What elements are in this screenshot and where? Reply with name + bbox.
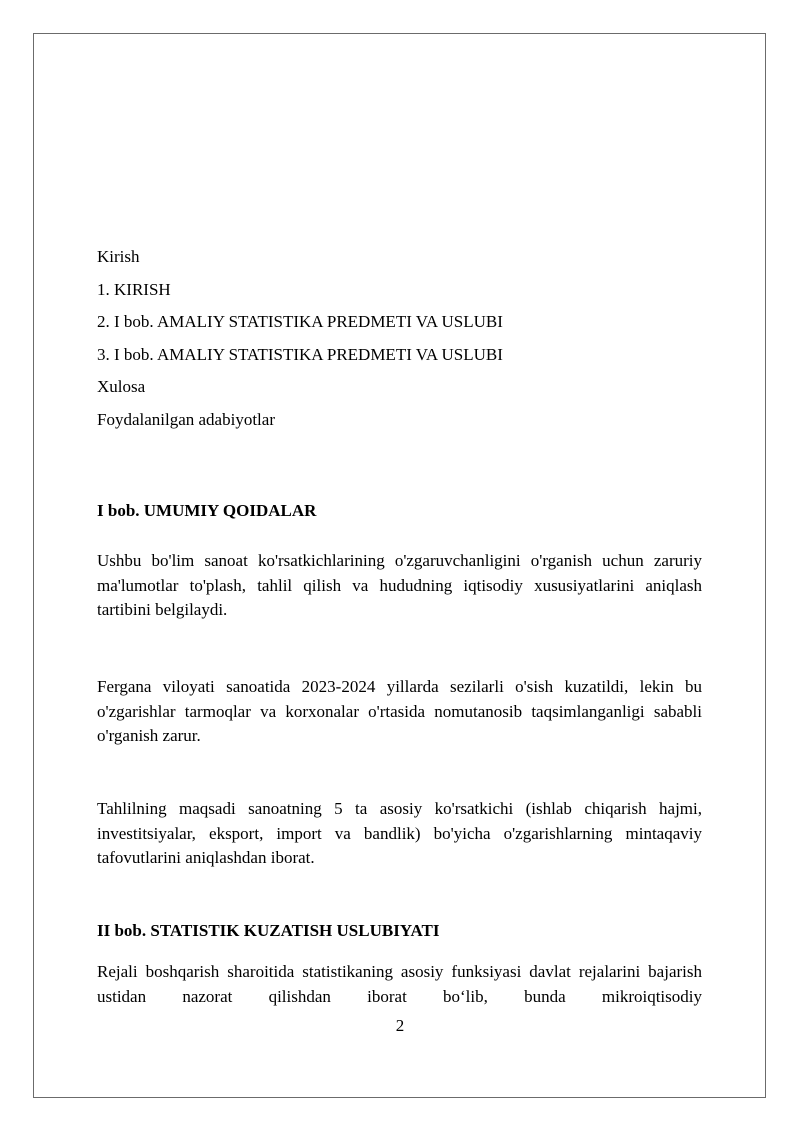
section-1-paragraph-3: Tahlilning maqsadi sanoatning 5 ta asosiy ko'rsatkichi (ishlab chiqarish hajmi, investitsiyalar, eksport, import va bandlik) bo'yicha o'zgarishlarning mintaqaviy tafovutlarini aniqlashdan iborat. [97, 799, 702, 867]
section-2-heading: II bob. STATISTIK KUZATISH USLUBIYATI [97, 921, 440, 940]
toc-item-conclusion: Xulosa [97, 377, 146, 396]
toc-item-3: 3. I bob. AMALIY STATISTIKA PREDMETI VA USLUBI [97, 344, 503, 364]
section-1-paragraph-2: Fergana viloyati sanoatida 2023-2024 yillarda sezilarli o'sish kuzatildi, lekin bu o'zgarishlar tarmoqlar va korxonalar o'rtasida nomutanosib taqsimlanganligi sababli o'rganish zarur. [97, 677, 702, 745]
toc-item-intro: Kirish [97, 247, 140, 266]
table-of-contents [97, 241, 707, 436]
section-2-paragraph-1: Rejali boshqarish sharoitida statistikaning asosiy funksiyasi davlat rejalarini bajarish ustidan nazorat qilishdan iborat bo‘lib, bunda mikroiqtisodiy [97, 962, 702, 1006]
section-1-heading: I bob. UMUMIY QOIDALAR [97, 501, 317, 520]
toc-item-2: 2. I bob. AMALIY STATISTIKA PREDMETI VA USLUBI [97, 312, 503, 331]
section-1-paragraph-1: Ushbu bo'lim sanoat ko'rsatkichlarining o'zgaruvchanligini o'rganish uchun zaruriy ma'lumotlar to'plash, tahlil qilish va hududning iqtisodiy xususiyatlarini aniqlash tartibini belgilaydi. [97, 551, 702, 619]
toc-item-1: 1. KIRISH [97, 279, 171, 299]
page-number: 2 [395, 1016, 405, 1035]
toc-item-references: Foydalanilgan adabiyotlar [97, 409, 275, 429]
